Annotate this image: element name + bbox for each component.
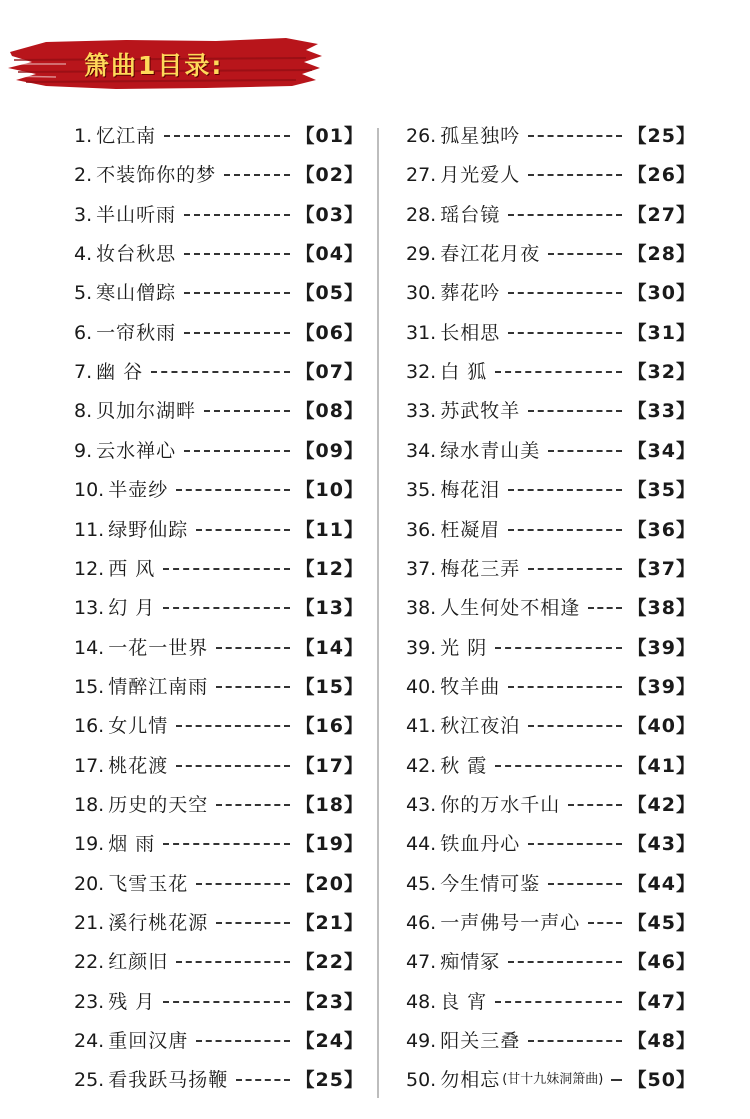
entry-title: 西 风 — [108, 557, 156, 580]
entry-title: 长相思 — [440, 321, 501, 344]
entry-title: 半山听雨 — [96, 203, 177, 226]
entry-number: 1. — [74, 125, 93, 147]
leader-dashes — [164, 135, 289, 137]
entry-page: 【24】 — [295, 1030, 364, 1053]
toc-entry — [406, 200, 696, 230]
leader-dashes — [184, 332, 289, 334]
entry-number: 28. — [406, 203, 437, 226]
entry-page: 【37】 — [627, 557, 696, 580]
toc-entry — [406, 357, 696, 387]
toc-entry — [406, 672, 696, 702]
toc-entry — [406, 790, 696, 820]
toc-entry — [74, 711, 364, 741]
entry-title: 重回汉唐 — [108, 1030, 189, 1053]
toc-entry — [74, 593, 364, 623]
entry-number: 48. — [406, 990, 437, 1013]
leader-dashes — [611, 1079, 621, 1081]
leader-dashes — [528, 725, 621, 727]
leader-dashes — [216, 804, 289, 806]
toc-entry — [406, 751, 696, 781]
entry-page: 【25】 — [627, 125, 696, 147]
entry-page: 【03】 — [295, 203, 364, 226]
toc-entry — [406, 633, 696, 663]
leader-dashes — [508, 529, 621, 531]
entry-number: 6. — [74, 321, 93, 344]
entry-page: 【36】 — [627, 518, 696, 541]
entry-title: 寒山僧踪 — [96, 282, 177, 305]
leader-dashes — [184, 253, 289, 255]
entry-title: 白 狐 — [440, 361, 488, 384]
entry-title: 人生何处不相逢 — [440, 597, 581, 620]
toc-entry — [74, 515, 364, 545]
leader-dashes — [184, 450, 289, 452]
toc-entry — [74, 278, 364, 308]
toc-entry — [406, 1026, 696, 1056]
toc-entry — [74, 121, 364, 151]
entry-page: 【47】 — [627, 990, 696, 1013]
entry-number: 24. — [74, 1030, 105, 1053]
entry-title: 光 阴 — [440, 636, 488, 659]
entry-page: 【44】 — [627, 872, 696, 895]
entry-page: 【23】 — [295, 990, 364, 1013]
entry-page: 【33】 — [627, 400, 696, 423]
entry-number: 5. — [74, 282, 93, 305]
entry-title: 红颜旧 — [108, 951, 169, 974]
toc-entry — [74, 987, 364, 1017]
toc-entry — [406, 239, 696, 269]
entry-page: 【15】 — [295, 675, 364, 698]
leader-dashes — [495, 371, 621, 373]
entry-title: 牧羊曲 — [440, 675, 501, 698]
leader-dashes — [508, 332, 621, 334]
entry-number: 42. — [406, 754, 437, 777]
entry-page: 【19】 — [295, 833, 364, 856]
entry-page: 【34】 — [627, 439, 696, 462]
catalog-title: 箫曲1目录: — [84, 51, 224, 80]
entry-page: 【06】 — [295, 321, 364, 344]
entry-page: 【45】 — [627, 912, 696, 934]
toc-entry — [406, 829, 696, 859]
toc-entry — [74, 947, 364, 977]
leader-dashes — [568, 804, 621, 806]
entry-title: 月光爱人 — [440, 164, 521, 187]
entry-number: 46. — [406, 912, 437, 934]
toc-entry — [406, 396, 696, 426]
leader-dashes — [216, 922, 289, 924]
leader-dashes — [163, 1001, 289, 1003]
entry-title: 阳关三叠 — [440, 1030, 521, 1053]
entry-page: 【48】 — [627, 1030, 696, 1053]
leader-dashes — [508, 686, 621, 688]
entry-title: 秋江夜泊 — [440, 715, 521, 738]
leader-dashes — [204, 410, 289, 412]
entry-title: 幻 月 — [108, 597, 156, 620]
leader-dashes — [196, 1040, 289, 1042]
entry-number: 4. — [74, 243, 93, 266]
toc-entry — [406, 869, 696, 899]
entry-number: 16. — [74, 715, 105, 738]
toc-entry — [406, 593, 696, 623]
entry-title: 苏武牧羊 — [440, 400, 521, 423]
entry-page: 【21】 — [295, 912, 364, 934]
entry-page: 【01】 — [295, 125, 364, 147]
entry-title: 良 宵 — [440, 990, 488, 1013]
entry-number: 14. — [74, 636, 105, 659]
leader-dashes — [528, 135, 621, 137]
toc-entry — [406, 515, 696, 545]
entry-title: 痴情冢 — [440, 951, 501, 974]
leader-dashes — [176, 489, 289, 491]
toc-entry — [74, 357, 364, 387]
leader-dashes — [184, 214, 289, 216]
entry-number: 36. — [406, 518, 437, 541]
toc-entry — [74, 869, 364, 899]
entry-number: 10. — [74, 479, 105, 502]
entry-number: 37. — [406, 557, 437, 580]
entry-number: 21. — [74, 912, 105, 934]
toc-entry — [406, 121, 696, 151]
entry-title: 看我跃马扬鞭 — [108, 1069, 229, 1092]
entry-page: 【14】 — [295, 636, 364, 659]
leader-dashes — [176, 961, 289, 963]
entry-note: (甘十九妹洞箫曲) — [502, 1072, 604, 1088]
entry-title: 梅花泪 — [440, 479, 501, 502]
entry-page: 【43】 — [627, 833, 696, 856]
toc-entry — [74, 1065, 364, 1095]
entry-page: 【16】 — [295, 715, 364, 738]
entry-title: 半壶纱 — [108, 479, 169, 502]
toc-entry — [406, 436, 696, 466]
entry-title: 你的万水千山 — [440, 793, 561, 816]
entry-page: 【09】 — [295, 439, 364, 462]
entry-number: 29. — [406, 243, 437, 266]
leader-dashes — [548, 253, 621, 255]
leader-dashes — [495, 1001, 621, 1003]
toc-entry — [74, 751, 364, 781]
entry-title: 烟 雨 — [108, 833, 156, 856]
entry-page: 【12】 — [295, 557, 364, 580]
leader-dashes — [508, 961, 621, 963]
leader-dashes — [495, 765, 621, 767]
entry-number: 41. — [406, 715, 437, 738]
entry-title: 一声佛号一声心 — [440, 912, 581, 934]
entry-page: 【28】 — [627, 243, 696, 266]
entry-page: 【46】 — [627, 951, 696, 974]
entry-title: 情醉江南雨 — [108, 675, 209, 698]
toc-entry — [406, 554, 696, 584]
leader-dashes — [216, 686, 289, 688]
leader-dashes — [548, 450, 621, 452]
entry-page: 【30】 — [627, 282, 696, 305]
toc-entry — [406, 160, 696, 190]
toc-entry — [406, 318, 696, 348]
toc-entry — [74, 829, 364, 859]
leader-dashes — [196, 529, 289, 531]
entry-page: 【31】 — [627, 321, 696, 344]
entry-title: 勿相忘 — [440, 1069, 501, 1092]
entry-title: 女儿情 — [108, 715, 169, 738]
entry-page: 【25】 — [295, 1069, 364, 1092]
entry-number: 18. — [74, 793, 105, 816]
toc-entry — [74, 160, 364, 190]
entry-number: 15. — [74, 675, 105, 698]
toc-entry — [406, 278, 696, 308]
entry-number: 40. — [406, 675, 437, 698]
leader-dashes — [528, 843, 621, 845]
leader-dashes — [236, 1079, 289, 1081]
entry-number: 43. — [406, 793, 437, 816]
entry-page: 【50】 — [627, 1069, 696, 1092]
entry-number: 44. — [406, 833, 437, 856]
entry-title: 一花一世界 — [108, 636, 209, 659]
toc-entry — [406, 987, 696, 1017]
entry-page: 【27】 — [627, 203, 696, 226]
entry-page: 【10】 — [295, 479, 364, 502]
toc-entry — [406, 908, 696, 938]
entry-page: 【08】 — [295, 400, 364, 423]
toc-entry — [74, 672, 364, 702]
entry-title: 秋 霞 — [440, 754, 488, 777]
entry-page: 【11】 — [295, 518, 364, 541]
toc-entry — [406, 475, 696, 505]
entry-title: 溪行桃花源 — [108, 912, 209, 934]
entry-page: 【17】 — [295, 754, 364, 777]
leader-dashes — [216, 647, 289, 649]
entry-number: 3. — [74, 203, 93, 226]
entry-number: 13. — [74, 597, 105, 620]
leader-dashes — [508, 292, 621, 294]
leader-dashes — [163, 843, 289, 845]
entry-title: 孤星独吟 — [440, 125, 521, 147]
leader-dashes — [151, 371, 289, 373]
entry-page: 【39】 — [627, 636, 696, 659]
banner — [6, 34, 324, 94]
entry-number: 9. — [74, 439, 93, 462]
entry-page: 【26】 — [627, 164, 696, 187]
entry-title: 葬花吟 — [440, 282, 501, 305]
entry-number: 27. — [406, 164, 437, 187]
leader-dashes — [163, 607, 289, 609]
entry-page: 【18】 — [295, 793, 364, 816]
entry-number: 32. — [406, 361, 437, 384]
leader-dashes — [163, 568, 289, 570]
entry-title: 一帘秋雨 — [96, 321, 177, 344]
entry-title: 瑶台镜 — [440, 203, 501, 226]
toc-entry — [74, 790, 364, 820]
entry-title: 桃花渡 — [108, 754, 169, 777]
entry-title: 残 月 — [108, 990, 156, 1013]
entry-number: 39. — [406, 636, 437, 659]
entry-number: 38. — [406, 597, 437, 620]
toc-entry — [74, 200, 364, 230]
leader-dashes — [224, 174, 289, 176]
entry-title: 云水禅心 — [96, 439, 177, 462]
toc-entry — [74, 1026, 364, 1056]
toc-entry — [406, 711, 696, 741]
toc-entry — [406, 1065, 696, 1095]
entry-number: 8. — [74, 400, 93, 423]
entry-title: 幽 谷 — [96, 361, 144, 384]
entry-number: 30. — [406, 282, 437, 305]
entry-title: 历史的天空 — [108, 793, 209, 816]
entry-title: 不装饰你的梦 — [96, 164, 217, 187]
entry-title: 贝加尔湖畔 — [96, 400, 197, 423]
entry-number: 23. — [74, 990, 105, 1013]
toc-entry — [74, 908, 364, 938]
leader-dashes — [548, 883, 621, 885]
column-divider — [377, 128, 379, 1098]
entry-title: 绿水青山美 — [440, 439, 541, 462]
entry-page: 【20】 — [295, 872, 364, 895]
entry-number: 2. — [74, 164, 93, 187]
entry-title: 绿野仙踪 — [108, 518, 189, 541]
entry-page: 【39】 — [627, 675, 696, 698]
entry-number: 19. — [74, 833, 105, 856]
toc-entry — [74, 554, 364, 584]
entry-title: 梅花三弄 — [440, 557, 521, 580]
entry-number: 17. — [74, 754, 105, 777]
leader-dashes — [528, 568, 621, 570]
entry-number: 47. — [406, 951, 437, 974]
entry-number: 26. — [406, 125, 437, 147]
entry-page: 【42】 — [627, 793, 696, 816]
entry-page: 【02】 — [295, 164, 364, 187]
leader-dashes — [508, 214, 621, 216]
leader-dashes — [495, 647, 621, 649]
entry-page: 【04】 — [295, 243, 364, 266]
toc-entry — [74, 239, 364, 269]
entry-number: 49. — [406, 1030, 437, 1053]
entry-page: 【13】 — [295, 597, 364, 620]
entry-number: 11. — [74, 518, 105, 541]
leader-dashes — [508, 489, 621, 491]
entry-number: 7. — [74, 361, 93, 384]
entry-page: 【41】 — [627, 754, 696, 777]
leader-dashes — [528, 410, 621, 412]
toc-entry — [74, 318, 364, 348]
entry-number: 50. — [406, 1069, 437, 1092]
toc-entry — [74, 475, 364, 505]
leader-dashes — [184, 292, 289, 294]
entry-page: 【05】 — [295, 282, 364, 305]
entry-page: 【32】 — [627, 361, 696, 384]
leader-dashes — [528, 174, 621, 176]
entry-page: 【07】 — [295, 361, 364, 384]
leader-dashes — [176, 725, 289, 727]
entry-page: 【35】 — [627, 479, 696, 502]
entry-title: 今生情可鉴 — [440, 872, 541, 895]
toc-entry — [74, 436, 364, 466]
toc-entry — [406, 947, 696, 977]
entry-number: 35. — [406, 479, 437, 502]
entry-number: 33. — [406, 400, 437, 423]
leader-dashes — [588, 607, 621, 609]
entry-page: 【38】 — [627, 597, 696, 620]
entry-number: 12. — [74, 557, 105, 580]
entry-title: 枉凝眉 — [440, 518, 501, 541]
toc-entry — [74, 633, 364, 663]
entry-title: 铁血丹心 — [440, 833, 521, 856]
leader-dashes — [588, 922, 621, 924]
entry-number: 45. — [406, 872, 437, 895]
toc-entry — [74, 396, 364, 426]
leader-dashes — [196, 883, 289, 885]
entry-number: 25. — [74, 1069, 105, 1092]
entry-number: 22. — [74, 951, 105, 974]
entry-title: 妆台秋思 — [96, 243, 177, 266]
entry-page: 【22】 — [295, 951, 364, 974]
entry-title: 忆江南 — [96, 125, 157, 147]
entry-title: 飞雪玉花 — [108, 872, 189, 895]
entry-number: 20. — [74, 872, 105, 895]
entry-title: 春江花月夜 — [440, 243, 541, 266]
entry-page: 【40】 — [627, 715, 696, 738]
entry-number: 31. — [406, 321, 437, 344]
entry-number: 34. — [406, 439, 437, 462]
leader-dashes — [528, 1040, 621, 1042]
leader-dashes — [176, 765, 289, 767]
